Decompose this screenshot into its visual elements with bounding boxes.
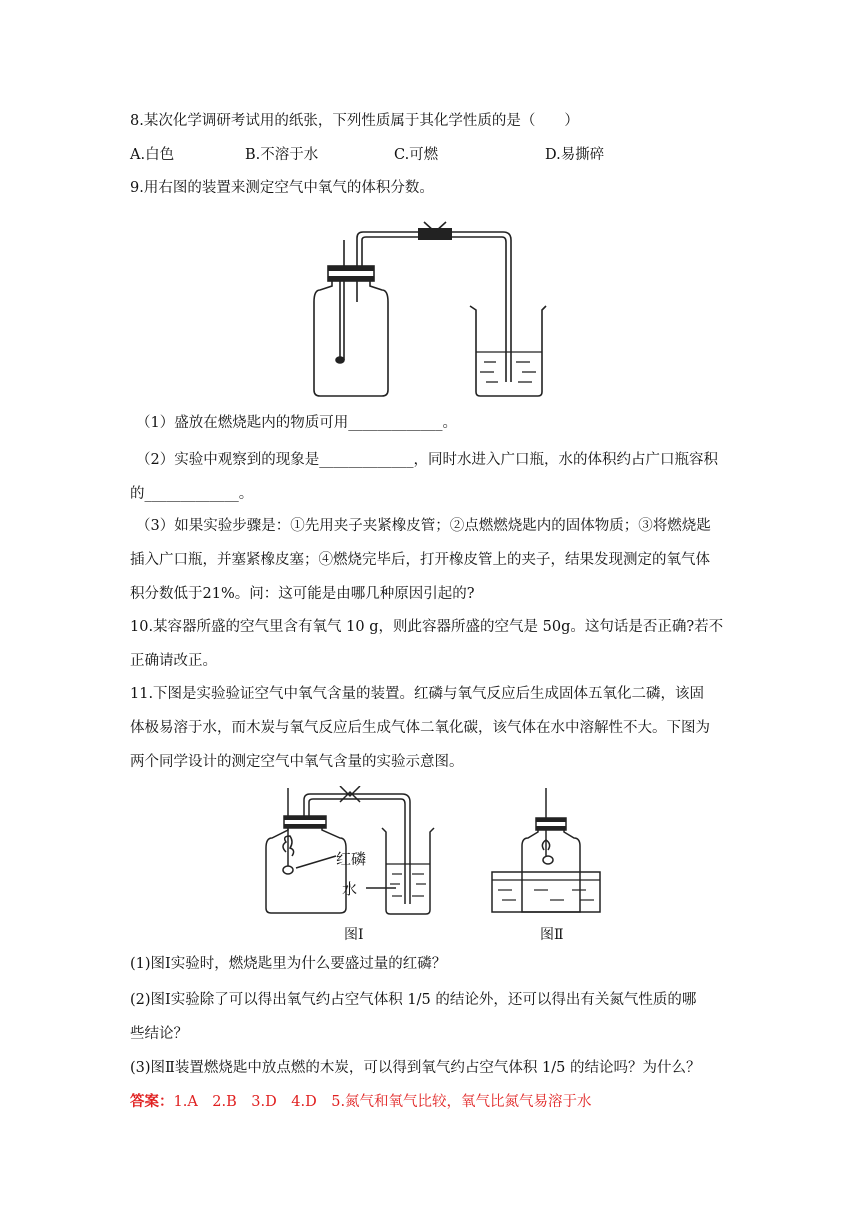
q8-option-b: B.不溶于水 xyxy=(245,147,319,163)
q11-figure-2 xyxy=(488,786,608,916)
q8-option-d: D.易撕碎 xyxy=(545,147,605,163)
q9-sub3-line2: 插入广口瓶，并塞紧橡皮塞；④燃烧完毕后，打开橡皮管上的夹子，结果发现测定的氧气体 xyxy=(130,552,710,568)
q8-stem: 8.某次化学调研考试用的纸张，下列性质属于其化学性质的是（ ） xyxy=(130,113,579,129)
answer-label: 答案： xyxy=(130,1093,174,1110)
q9-sub3-line1: （3）如果实验步骤是：①先用夹子夹紧橡皮管；②点燃燃烧匙内的固体物质；③将燃烧匙 xyxy=(136,518,711,534)
q11-line3: 两个同学设计的测定空气中氧气含量的实验示意图。 xyxy=(130,754,464,770)
q11-sub1: (1)图Ⅰ实验时，燃烧匙里为什么要盛过量的红磷？ xyxy=(130,956,447,972)
q10-line1: 10.某容器所盛的空气里含有氧气 10 g，则此容器所盛的空气是 50g。这句话是否正确?若不 xyxy=(130,619,724,635)
q11-sub2-line2: 些结论？ xyxy=(130,1026,188,1042)
q9-sub2-line1: （2）实验中观察到的现象是_____________，同时水进入广口瓶，水的体积约占广口瓶容积 xyxy=(136,452,718,468)
q8-option-c: C.可燃 xyxy=(394,147,439,163)
q11-sub2-line1: (2)图Ⅰ实验除了可以得出氧气约占空气体积 1/5 的结论外，还可以得出有关氮气性质的哪 xyxy=(130,992,697,1008)
q11-sub3: (3)图Ⅱ装置燃烧匙中放点燃的木炭，可以得到氧气约占空气体积 1/5 的结论吗？为什么？ xyxy=(130,1060,701,1076)
q9-sub3-line3: 积分数低于21%。问：这可能是由哪几种原因引起的? xyxy=(130,586,475,602)
q11-fig2-caption: 图Ⅱ xyxy=(540,927,564,943)
q8-option-a: A.白色 xyxy=(130,147,175,163)
answer-line xyxy=(130,1092,592,1112)
q9-stem: 9.用右图的装置来测定空气中氧气的体积分数。 xyxy=(130,180,434,196)
q11-line1: 11.下图是实验验证空气中氧气含量的装置。红磷与氧气反应后生成固体五氧化二磷，该固 xyxy=(130,686,705,702)
q11-fig1-water-label: 水 xyxy=(342,880,358,898)
q11-fig1-phosphorus-label: 红磷 xyxy=(336,850,367,868)
q10-line2: 正确请改正。 xyxy=(130,653,217,669)
q11-line2: 体极易溶于水，而木炭与氧气反应后生成气体二氧化碳，该气体在水中溶解性不大。下图为 xyxy=(130,720,710,736)
answer-text: 1.A 2.B 3.D 4.D 5.氮气和氧气比较，氧气比氮气易溶于水 xyxy=(173,1094,592,1110)
q11-fig1-caption: 图Ⅰ xyxy=(344,927,364,943)
q9-sub1: （1）盛放在燃烧匙内的物质可用_____________。 xyxy=(136,415,457,431)
q9-apparatus-diagram xyxy=(300,210,560,402)
q9-sub2-line2: 的_____________。 xyxy=(130,486,254,502)
